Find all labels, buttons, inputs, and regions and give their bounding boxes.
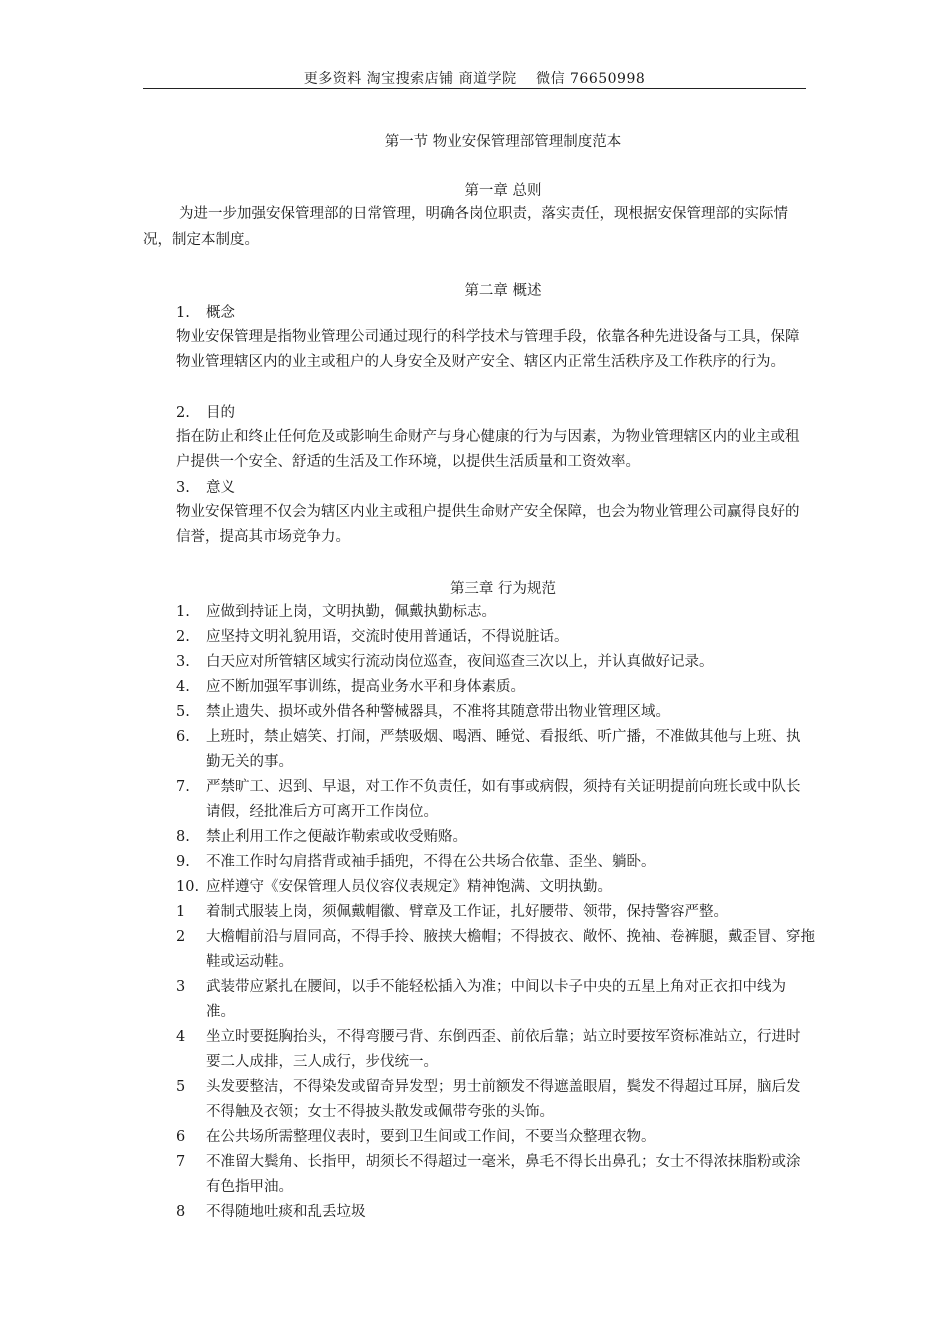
item-text: 应不断加强军事训练，提高业务水平和身体素质。 bbox=[206, 679, 525, 695]
item-text: 武装带应紧扎在腰间，以手不能轻松插入为准；中间以卡子中央的五星上角对正衣扣中线为准。 bbox=[206, 979, 786, 1020]
item-number: 8. bbox=[176, 829, 190, 845]
item-text: 不准工作时勾肩搭背或袖手插兜，不得在公共场合依靠、歪坐、躺卧。 bbox=[206, 854, 656, 870]
item-number: 1 bbox=[176, 904, 186, 920]
item-number: 4 bbox=[176, 1029, 186, 1045]
list-item bbox=[176, 725, 806, 775]
item-number: 2. bbox=[176, 629, 190, 645]
heading-number: 3. bbox=[176, 480, 190, 496]
item-number: 3. bbox=[176, 654, 190, 670]
list-item bbox=[176, 875, 816, 900]
item-number: 7. bbox=[176, 779, 190, 795]
item-number: 3 bbox=[176, 979, 186, 995]
chapter-1-title: 第一章 总则 bbox=[464, 183, 542, 199]
sub-list-item bbox=[176, 1025, 806, 1075]
heading-number: 1. bbox=[176, 305, 190, 321]
item-number: 2 bbox=[176, 929, 186, 945]
sub-list-item bbox=[176, 925, 821, 975]
list-item bbox=[176, 625, 816, 650]
item-text: 不准留大鬓角、长指甲，胡须长不得超过一毫米，鼻毛不得长出鼻孔；女士不得浓抹脂粉或涂有色指甲油。 bbox=[206, 1154, 801, 1195]
heading-title: 概念 bbox=[206, 305, 235, 321]
item-text: 在公共场所需整理仪表时，要到卫生间或工作间，不要当众整理衣物。 bbox=[206, 1129, 656, 1145]
item-text: 坐立时要挺胸抬头，不得弯腰弓背、东倒西歪、前依后靠；站立时要按军资标准站立，行进时要二人成排，三人成行，步伐统一。 bbox=[206, 1029, 801, 1070]
item-number: 5. bbox=[176, 704, 190, 720]
chapter-2-heading-1 bbox=[176, 301, 235, 322]
item-number: 8 bbox=[176, 1204, 186, 1220]
list-item bbox=[176, 600, 816, 625]
sub-list-item bbox=[176, 1075, 806, 1125]
item-number: 6 bbox=[176, 1129, 186, 1145]
chapter-1-body: 为进一步加强安保管理部的日常管理，明确各岗位职责，落实责任，现根据安保管理部的实际情况，制定本制度。 bbox=[143, 206, 788, 248]
chapter-2-body-3: 物业安保管理不仅会为辖区内业主或租户提供生命财产安全保障，也会为物业管理公司赢得良好的信誉，提高其市场竞争力。 bbox=[176, 504, 800, 545]
item-number: 7 bbox=[176, 1154, 186, 1170]
header-divider bbox=[143, 88, 806, 89]
item-number: 9. bbox=[176, 854, 190, 870]
item-text: 严禁旷工、迟到、早退，对工作不负责任，如有事或病假，须持有关证明提前向班长或中队长请假，经批准后方可离开工作岗位。 bbox=[206, 779, 801, 820]
heading-number: 2. bbox=[176, 405, 190, 421]
item-text: 大檐帽前沿与眉同高，不得手拎、腋挟大檐帽；不得披衣、敞怀、挽袖、卷裤腿，戴歪冒、穿拖鞋或运动鞋。 bbox=[206, 929, 815, 970]
chapter-2-body-2: 指在防止和终止任何危及或影响生命财产与身心健康的行为与因素，为物业管理辖区内的业主或租户提供一个安全、舒适的生活及工作环境，以提供生活质量和工资效率。 bbox=[176, 429, 800, 470]
chapter-2-body-1: 物业安保管理是指物业管理公司通过现行的科学技术与管理手段，依靠各种先进设备与工具，保障物业管理辖区内的业主或租户的人身安全及财产安全、辖区内正常生活秩序及工作秩序的行为。 bbox=[176, 329, 800, 370]
sub-list-item bbox=[176, 975, 806, 1025]
item-text: 禁止遗失、损坏或外借各种警械器具，不准将其随意带出物业管理区域。 bbox=[206, 704, 670, 720]
list-item bbox=[176, 700, 816, 725]
list-item bbox=[176, 825, 816, 850]
chapter-2-heading-3 bbox=[176, 476, 235, 497]
chapter-2-heading-2 bbox=[176, 401, 235, 422]
item-text: 头发要整洁，不得染发或留奇异发型；男士前额发不得遮盖眼眉，鬓发不得超过耳屏，脑后发不得触及衣领；女士不得披头散发或佩带夸张的头饰。 bbox=[206, 1079, 801, 1120]
chapter-2-title: 第二章 概述 bbox=[464, 283, 542, 299]
item-number: 1. bbox=[176, 604, 190, 620]
sub-list-item bbox=[176, 1150, 806, 1200]
heading-title: 意义 bbox=[206, 480, 235, 496]
list-item bbox=[176, 650, 816, 675]
list-item bbox=[176, 850, 816, 875]
section-title: 第一节 物业安保管理部管理制度范本 bbox=[384, 134, 622, 150]
item-text: 着制式服装上岗，须佩戴帽徽、臂章及工作证，扎好腰带、领带，保持警容严整。 bbox=[206, 904, 728, 920]
list-item bbox=[176, 775, 806, 825]
item-number: 10. bbox=[176, 879, 200, 895]
item-number: 4. bbox=[176, 679, 190, 695]
chapter-3-title: 第三章 行为规范 bbox=[449, 581, 557, 597]
page-header: 更多资料 淘宝搜索店铺 商道学院 微信 76650998 bbox=[303, 71, 646, 87]
heading-title: 目的 bbox=[206, 405, 235, 421]
item-text: 禁止利用工作之便敲诈勒索或收受贿赂。 bbox=[206, 829, 467, 845]
list-item bbox=[176, 675, 816, 700]
sub-list-item bbox=[176, 1200, 816, 1225]
sub-list-item bbox=[176, 900, 816, 925]
item-text: 应做到持证上岗，文明执勤，佩戴执勤标志。 bbox=[206, 604, 496, 620]
item-text: 上班时，禁止嬉笑、打闹，严禁吸烟、喝酒、睡觉、看报纸、听广播，不准做其他与上班、执勤无关的事。 bbox=[206, 729, 801, 770]
item-text: 白天应对所管辖区域实行流动岗位巡查，夜间巡查三次以上，并认真做好记录。 bbox=[206, 654, 714, 670]
item-number: 6. bbox=[176, 729, 190, 745]
item-text: 不得随地吐痰和乱丢垃圾 bbox=[206, 1204, 366, 1220]
item-text: 应坚持文明礼貌用语，交流时使用普通话，不得说脏话。 bbox=[206, 629, 569, 645]
item-number: 5 bbox=[176, 1079, 186, 1095]
sub-list-item bbox=[176, 1125, 816, 1150]
item-text: 应样遵守《安保管理人员仪容仪表规定》精神饱满、文明执勤。 bbox=[206, 879, 612, 895]
